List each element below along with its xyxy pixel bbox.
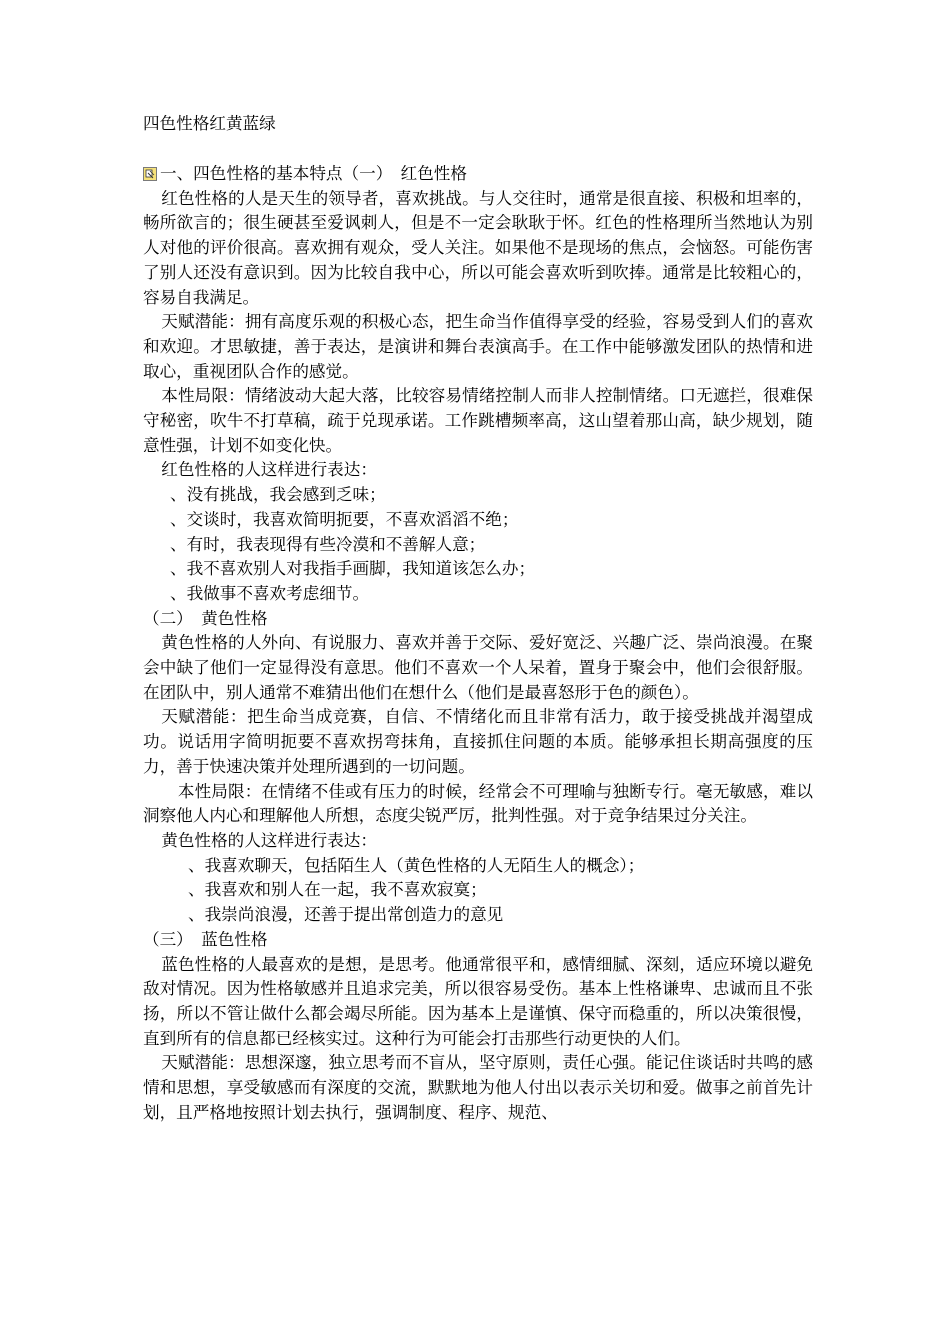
red-list-item: 、我不喜欢别人对我指手画脚，我知道该怎么办； (170, 559, 536, 579)
blue-talent: 天赋潜能：思想深邃，独立思考而不盲从，坚守原则，责任心强。能记住谈话时共鸣的感情和思想，享受敏感而有深度的交流，默默地为他人付出以表示关切和爱。做事之前首先计划，且严格地按照计划去执行，强调制度、程序、规范、 (143, 1053, 813, 1122)
section-red-heading (143, 162, 813, 187)
red-list-item: 、我做事不喜欢考虑细节。 (170, 583, 370, 603)
red-list-item: 、没有挑战，我会感到乏味； (170, 485, 386, 505)
blue-intro: 蓝色性格的人最喜欢的是想，是思考。他通常很平和，感情细腻、深刻，适应环境以避免敌对情况。因为性格敏感并且追求完美，所以很容易受伤。基本上性格谦卑、忠诚而且不张扬，所以不管让做什么都会竭尽所能。因为基本上是谨慎、保守而稳重的，所以决策很慢，直到所有的信息都已经核实过。这种行为可能会打击那些行动更快的人们。 (143, 954, 813, 1048)
document-page (143, 112, 813, 1125)
section-red-heading-text: 一、四色性格的基本特点（一） 红色性格 (160, 164, 467, 183)
red-list-item: 、有时，我表现得有些冷漠和不善解人意； (170, 534, 486, 554)
yellow-list-item: 、我喜欢聊天，包括陌生人（黄色性格的人无陌生人的概念）； (188, 855, 645, 875)
yellow-list-item: 、我崇尚浪漫，还善于提出常创造力的意见 (188, 905, 504, 925)
red-limit: 本性局限：情绪波动大起大落，比较容易情绪控制人而非人控制情绪。口无遮拦，很难保守秘密，吹牛不打草稿，疏于兑现承诺。工作跳槽频率高，这山望着那山高，缺少规划，随意性强，计划不如变化快。 (143, 386, 813, 455)
red-talent: 天赋潜能：拥有高度乐观的积极心态，把生命当作值得享受的经验，容易受到人们的喜欢和欢迎。才思敏捷，善于表达，是演讲和舞台表演高手。在工作中能够激发团队的热情和进取心，重视团队合作的感觉。 (143, 312, 813, 381)
yellow-talent: 天赋潜能：把生命当成竞赛，自信、不情绪化而且非常有活力，敢于接受挑战并渴望成功。说话用字简明扼要不喜欢拐弯抹角，直接抓住问题的本质。能够承担长期高强度的压力，善于快速决策并处理所遇到的一切问题。 (143, 707, 813, 776)
section-yellow-heading: （二） 黄色性格 (143, 608, 268, 628)
section-blue-heading: （三） 蓝色性格 (143, 929, 268, 949)
document-note-icon[interactable] (143, 167, 157, 181)
yellow-limit: 本性局限：在情绪不佳或有压力的时候，经常会不可理喻与独断专行。毫无敏感，难以洞察他人内心和理解他人所想，态度尖锐严厉，批判性强。对于竞争结果过分关注。 (143, 781, 813, 826)
yellow-express-intro: 黄色性格的人这样进行表达： (161, 830, 377, 850)
red-list-item: 、交谈时，我喜欢简明扼要，不喜欢滔滔不绝； (170, 509, 519, 529)
yellow-intro: 黄色性格的人外向、有说服力、喜欢并善于交际、爱好宽泛、兴趣广泛、崇尚浪漫。在聚会中缺了他们一定显得没有意思。他们不喜欢一个人呆着，置身于聚会中，他们会很舒服。在团队中，别人通常不难猜出他们在想什么（他们是最喜怒形于色的颜色）。 (143, 633, 813, 702)
blank-line (143, 137, 813, 162)
yellow-list-item: 、我喜欢和别人在一起，我不喜欢寂寞； (188, 880, 487, 900)
document-title: 四色性格红黄蓝绿 (143, 114, 276, 133)
red-express-intro: 红色性格的人这样进行表达： (161, 460, 377, 480)
red-intro: 红色性格的人是天生的领导者，喜欢挑战。与人交往时，通常是很直接、积极和坦率的，畅所欲言的；很生硬甚至爱讽刺人，但是不一定会耿耿于怀。红色的性格理所当然地认为别人对他的评价很高。喜欢拥有观众，受人关注。如果他不是现场的焦点，会恼怒。可能伤害了别人还没有意识到。因为比较自我中心，所以可能会喜欢听到吹捧。通常是比较粗心的，容易自我满足。 (143, 188, 813, 307)
